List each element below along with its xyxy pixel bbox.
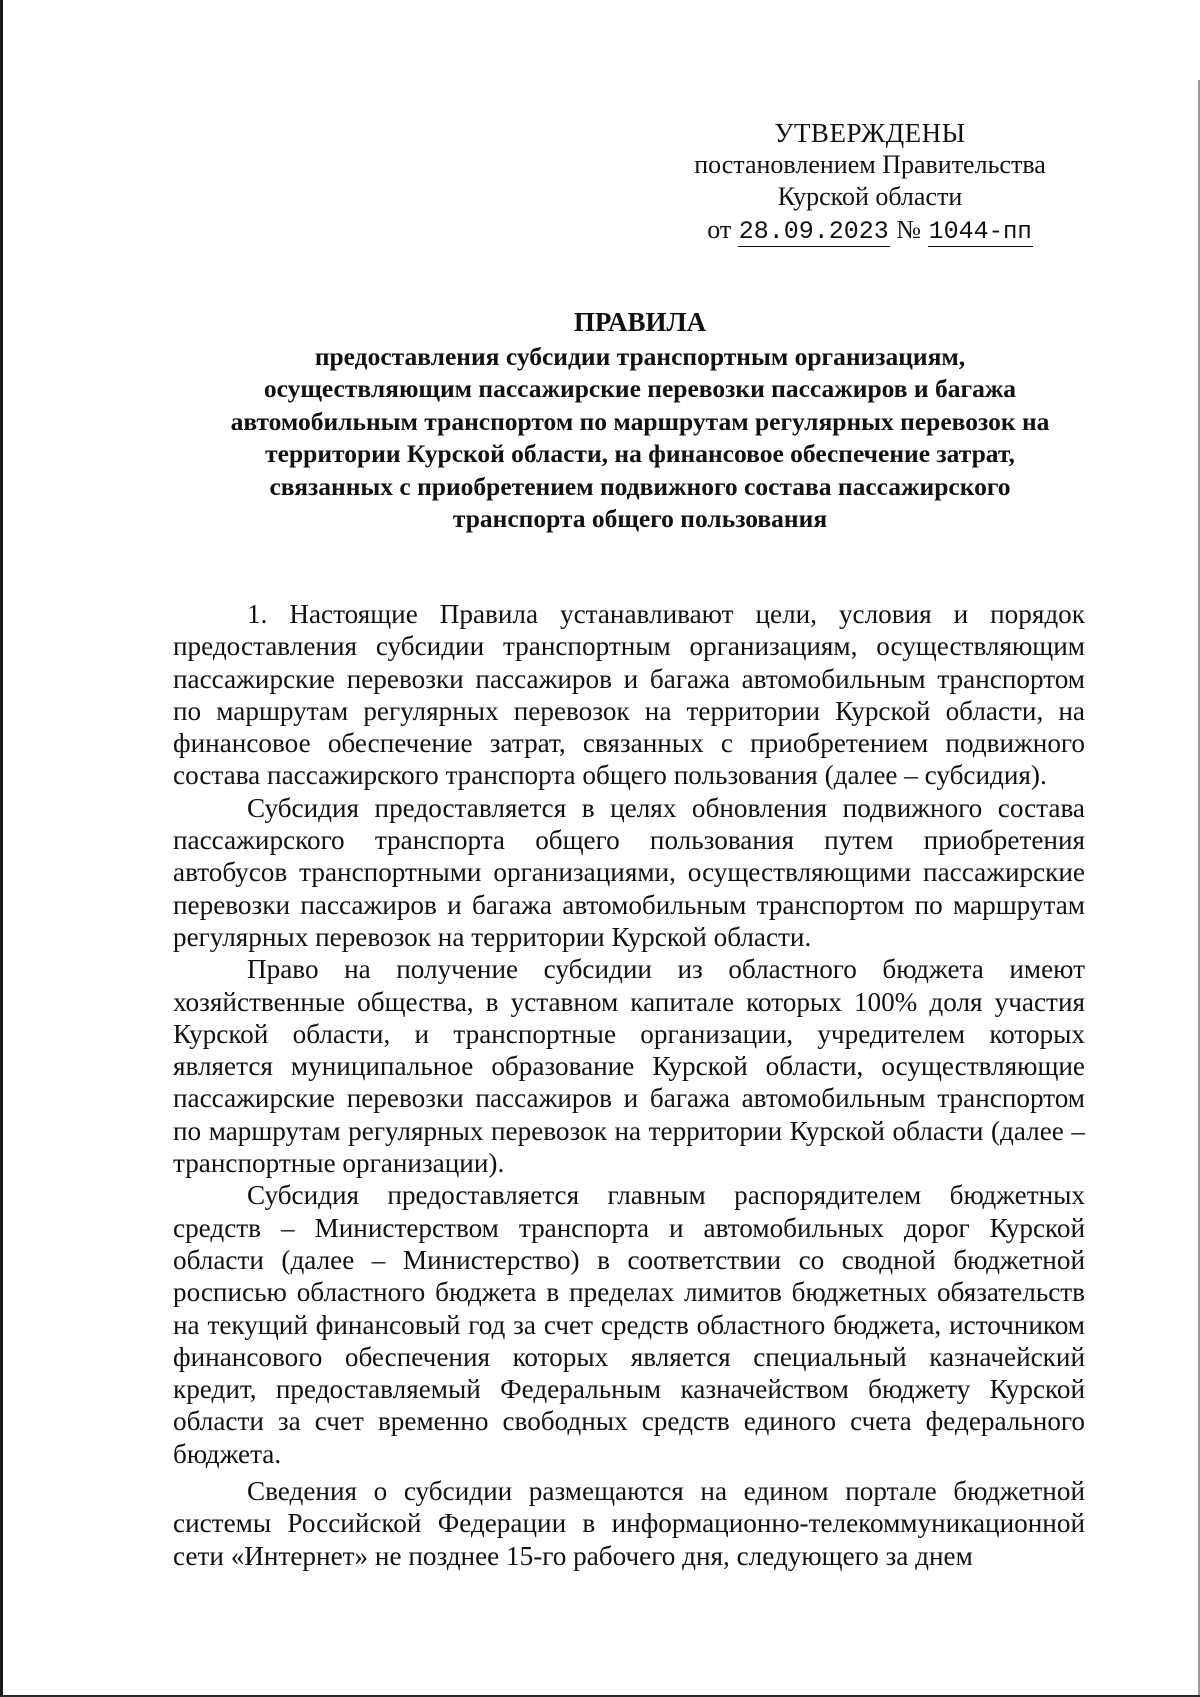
date-prefix: от <box>707 215 732 244</box>
document-number <box>928 217 1033 247</box>
document-body <box>173 598 1085 1572</box>
approval-heading: УТВЕРЖДЕНЫ <box>774 118 966 148</box>
page-left-edge <box>0 0 3 1697</box>
title-line: транспорта общего пользования <box>452 504 828 534</box>
title-line: автомобильным транспортом по маршрутам регулярных перевозок на <box>230 406 1050 436</box>
number-suffix: -пп <box>988 219 1032 246</box>
title-main: ПРАВИЛА <box>573 307 707 337</box>
title-line: связанных с приобретением подвижного состава пассажирского <box>269 471 1011 501</box>
paragraph-provider: Субсидия предоставляется главным распорядителем бюджетных средств – Министерством транспорта и автомобильных дорог Курской области (далее – Министерство) в соответствии со сводной бюджетной росписью областного бюджета в пределах лимитов бюджетных обязательств на текущий финансовый год за счет средств областного бюджета, источником финансового обеспечения которых является специальный казначейский кредит, предоставляемый Федеральным казначейством бюджету Курской области за счет временно свободных средств единого счета федерального бюджета. <box>173 1180 1085 1469</box>
approval-line-region: Курской области <box>777 182 963 211</box>
document-title <box>165 305 1115 535</box>
title-line: территории Курской области, на финансовое обеспечение затрат, <box>265 439 1015 469</box>
paragraph-eligibility: Право на получение субсидии из областного бюджета имеют хозяйственные общества, в уставном капитале которых 100% доля участия Курской области, и транспортные организации, учредителем которых является муниципальное образование Курской области, осуществляющие пассажирские перевозки пассажиров и багажа автомобильным транспортом по маршрутам регулярных перевозок на территории Курской области (далее – транспортные организации). <box>173 954 1085 1179</box>
date-value: 28.09.2023 <box>738 217 889 246</box>
paragraph-purpose: Субсидия предоставляется в целях обновления подвижного состава пассажирского транспорта общего пользования путем приобретения автобусов транспортными организациями, осуществляющими пассажирские перевозки пассажиров и багажа автомобильным транспортом по маршрутам регулярных перевозок на территории Курской области. <box>173 792 1085 952</box>
title-line: предоставления субсидии транспортным организациям, <box>314 342 966 371</box>
paragraph-1: 1. Настоящие Правила устанавливают цели, условия и порядок предоставления субсидии транспортным организациям, осуществляющим пассажирские перевозки пассажиров и багажа автомобильным транспортом по маршрутам регулярных перевозок на территории Курской области, на финансовое обеспечение затрат, связанных с приобретением подвижного состава пассажирского транспорта общего пользования (далее – субсидия). <box>173 599 1085 791</box>
approval-date-line <box>660 214 1080 249</box>
approval-block <box>660 117 1080 249</box>
approval-line-resolution: постановлением Правительства <box>694 150 1046 179</box>
title-line: осуществляющим пассажирские перевозки пассажиров и багажа <box>263 374 1017 404</box>
number-sign: № <box>896 215 922 244</box>
number-value: 1044 <box>928 217 989 246</box>
paragraph-publication: Сведения о субсидии размещаются на едином портале бюджетной системы Российской Федерации в информационно-телекоммуникационной сети «Интернет» не позднее 15-го рабочего дня, следующего за днем <box>173 1476 1085 1571</box>
